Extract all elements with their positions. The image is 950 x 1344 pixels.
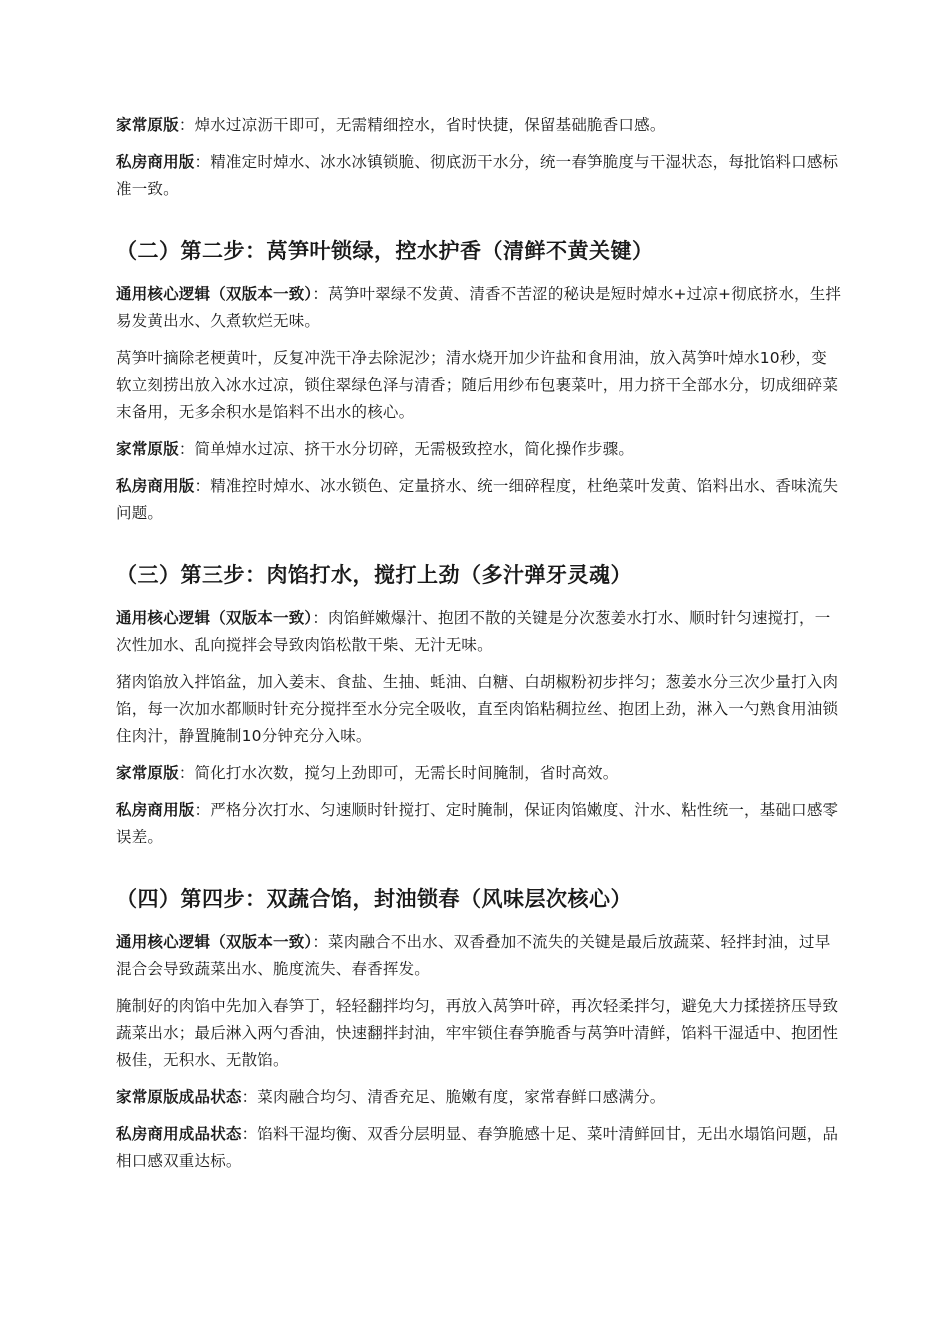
home-version-paragraph (116, 760, 842, 787)
version-label: 私房商用版 (116, 477, 195, 495)
intro-home-version (116, 112, 842, 139)
section-heading-step3: （三）第三步：肉馅打水，搅打上劲（多汁弹牙灵魂） (116, 563, 632, 587)
core-logic-paragraph (116, 605, 842, 659)
version-label: 家常原版成品状态 (116, 1088, 242, 1106)
core-logic-text: ：莴笋叶翠绿不发黄、清香不苦涩的秘诀是短时焯水+过凉+彻底挤水，生拌易发黄出水、久煮软烂无味。 (116, 285, 842, 330)
version-text: ：菜肉融合均匀、清香充足、脆嫩有度，家常春鲜口感满分。 (241, 1088, 666, 1106)
core-logic-label: 通用核心逻辑（双版本一致） (116, 933, 313, 951)
procedure-paragraph: 腌制好的肉馅中先加入春笋丁，轻轻翻拌均匀，再放入莴笋叶碎，再次轻柔拌匀，避免大力揉搓挤压导致蔬菜出水；最后淋入两勺香油，快速翻拌封油，牢牢锁住春笋脆香与莴笋叶清鲜，馅料干湿适中、抱团性极佳，无积水、无散馅。 (116, 997, 839, 1069)
section-heading-step2: （二）第二步：莴笋叶锁绿，控水护香（清鲜不黄关键） (116, 239, 654, 263)
version-label: 家常原版 (116, 116, 179, 134)
version-label: 私房商用版 (116, 153, 195, 171)
procedure-paragraph: 莴笋叶摘除老梗黄叶，反复冲洗干净去除泥沙；清水烧开加少许盐和食用油，放入莴笋叶焯水10秒，变软立刻捞出放入冰水过凉，锁住翠绿色泽与清香；随后用纱布包裹菜叶，用力挤干全部水分，切成细碎菜末备用，无多余积水是馅料不出水的核心。 (116, 349, 839, 421)
pro-version-paragraph (116, 797, 842, 851)
version-label: 家常原版 (116, 764, 179, 782)
document-page (116, 112, 842, 1185)
version-text: ：精准控时焯水、冰水锁色、定量挤水、统一细碎程度，杜绝菜叶发黄、馅料出水、香味流失问题。 (116, 477, 839, 522)
version-label: 私房商用版 (116, 801, 195, 819)
version-text: ：精准定时焯水、冰水冰镇锁脆、彻底沥干水分，统一春笋脆度与干湿状态，每批馅料口感标准一致。 (116, 153, 839, 198)
core-logic-label: 通用核心逻辑（双版本一致） (116, 285, 313, 303)
version-text: ：焯水过凉沥干即可，无需精细控水，省时快捷，保留基础脆香口感。 (178, 116, 666, 134)
pro-version-paragraph (116, 473, 842, 527)
procedure-paragraph: 猪肉馅放入拌馅盆，加入姜末、食盐、生抽、蚝油、白糖、白胡椒粉初步拌匀；葱姜水分三次少量打入肉馅，每一次加水都顺时针充分搅拌至水分完全吸收，直至肉馅粘稠拉丝、抱团上劲，淋入一勺熟食用油锁住肉汁，静置腌制10分钟充分入味。 (116, 673, 839, 745)
version-text: ：馅料干湿均衡、双香分层明显、春笋脆感十足、菜叶清鲜回甘，无出水塌馅问题，品相口感双重达标。 (116, 1125, 839, 1170)
version-text: ：简化打水次数，搅匀上劲即可，无需长时间腌制，省时高效。 (178, 764, 619, 782)
intro-pro-version (116, 149, 842, 203)
pro-result-paragraph (116, 1121, 842, 1175)
version-text: ：严格分次打水、匀速顺时针搅打、定时腌制，保证肉馅嫩度、汁水、粘性统一，基础口感零误差。 (116, 801, 839, 846)
version-label: 家常原版 (116, 440, 179, 458)
core-logic-paragraph (116, 929, 842, 983)
core-logic-label: 通用核心逻辑（双版本一致） (116, 609, 313, 627)
home-version-paragraph (116, 436, 842, 463)
version-text: ：简单焯水过凉、挤干水分切碎，无需极致控水，简化操作步骤。 (178, 440, 635, 458)
core-logic-text: ：菜肉融合不出水、双香叠加不流失的关键是最后放蔬菜、轻拌封油，过早混合会导致蔬菜出水、脆度流失、春香挥发。 (116, 933, 831, 978)
section-heading-step4: （四）第四步：双蔬合馅，封油锁春（风味层次核心） (116, 887, 632, 911)
home-result-paragraph (116, 1084, 842, 1111)
core-logic-paragraph (116, 281, 842, 335)
version-label: 私房商用成品状态 (116, 1125, 242, 1143)
core-logic-text: ：肉馅鲜嫩爆汁、抱团不散的关键是分次葱姜水打水、顺时针匀速搅打，一次性加水、乱向搅拌会导致肉馅松散干柴、无汁无味。 (116, 609, 831, 654)
